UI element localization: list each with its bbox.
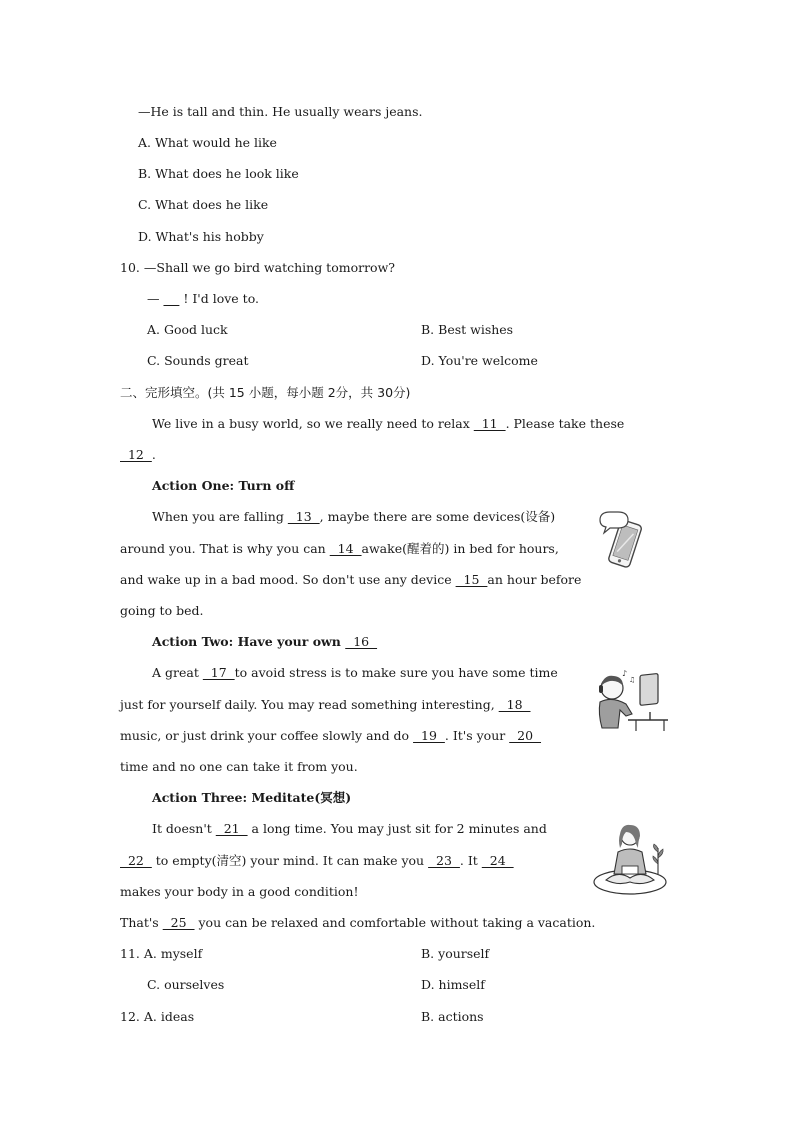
- section-heading: 二、完形填空。(共 15 小题，每小题 2分，共 30分): [120, 385, 411, 400]
- text: a long time. You may just sit for 2 minutes and: [247, 821, 547, 836]
- action-one-line2: [120, 541, 559, 557]
- blank-20: 20: [509, 728, 542, 743]
- text: . It's your: [444, 728, 510, 743]
- text: . Please take these: [505, 416, 625, 431]
- text: It doesn't: [152, 821, 216, 836]
- q9-option-b: B. What does he look like: [138, 166, 299, 181]
- q10-reply-prefix: —: [147, 291, 160, 306]
- text: just for yourself daily. You may read something interesting,: [120, 697, 499, 712]
- action-two-title: [152, 634, 377, 650]
- q9-option-c: C. What does he like: [138, 197, 269, 212]
- text: to avoid stress is to make sure you have some time: [234, 665, 558, 680]
- q9-answer-line: —He is tall and thin. He usually wears jeans.: [138, 104, 423, 119]
- phone-icon: [596, 510, 652, 572]
- text: Action Two: Have your own: [152, 634, 346, 649]
- blank-11: 11: [473, 416, 506, 431]
- text: A great: [152, 665, 203, 680]
- text: .: [151, 447, 156, 462]
- text: , maybe there are some devices(设备): [319, 509, 556, 524]
- blank-17: 17: [202, 665, 235, 680]
- computer-user-icon: [596, 668, 670, 732]
- action-two-line2: [120, 697, 531, 713]
- q10-option-a: A. Good luck: [147, 322, 228, 337]
- action-one-line1: [152, 509, 555, 525]
- action-two-line4: time and no one can take it from you.: [120, 759, 358, 774]
- passage-intro-line2: [120, 447, 156, 463]
- blank-16: 16: [345, 634, 378, 649]
- q10-reply: [147, 291, 259, 307]
- q11-option-a-row: [120, 946, 202, 962]
- q12-option-a-row: [120, 1009, 194, 1025]
- text: around you. That is why you can: [120, 541, 330, 556]
- q10-option-d: D. You're welcome: [421, 353, 538, 368]
- blank-12: 12: [120, 447, 152, 462]
- blank-23: 23: [428, 853, 460, 868]
- closing-line: [120, 915, 595, 931]
- q11-option-c: C. ourselves: [147, 977, 225, 992]
- action-three-line2: [120, 853, 514, 869]
- q10-option-b: B. Best wishes: [421, 322, 514, 337]
- q10-number: 10.: [120, 260, 140, 275]
- text: That's: [120, 915, 163, 930]
- svg-text:♫: ♫: [629, 676, 636, 684]
- text: music, or just drink your coffee slowly and do: [120, 728, 414, 743]
- meditation-icon: [592, 822, 672, 898]
- text: to empty(清空) your mind. It can make you: [151, 853, 429, 868]
- q11-option-a: A. myself: [143, 946, 203, 961]
- action-two-line1: [152, 665, 558, 681]
- action-two-line3: [120, 728, 541, 744]
- q10-question: —Shall we go bird watching tomorrow?: [143, 260, 395, 275]
- text: . It: [459, 853, 482, 868]
- q10-stem: [120, 260, 395, 276]
- action-one-line3: [120, 572, 581, 588]
- blank-21: 21: [215, 821, 248, 836]
- passage-intro-line1: [152, 416, 624, 432]
- svg-text:♪: ♪: [622, 669, 628, 678]
- blank-19: 19: [413, 728, 445, 743]
- action-one-title: Action One: Turn off: [152, 478, 295, 493]
- blank-22: 22: [120, 853, 152, 868]
- blank-15: 15: [455, 572, 488, 587]
- text: awake(醒着的) in bed for hours,: [361, 541, 559, 556]
- q10-reply-suffix: ! I'd love to.: [179, 291, 259, 306]
- action-three-line1: [152, 821, 547, 837]
- blank-14: 14: [329, 541, 362, 556]
- text: you can be relaxed and comfortable without taking a vacation.: [194, 915, 596, 930]
- action-three-line3: makes your body in a good condition!: [120, 884, 359, 899]
- q9-option-a: A. What would he like: [138, 135, 277, 150]
- blank-18: 18: [498, 697, 531, 712]
- action-one-line4: going to bed.: [120, 603, 204, 618]
- q11-option-b: B. yourself: [421, 946, 490, 961]
- q12-option-b: B. actions: [421, 1009, 484, 1024]
- blank-24: 24: [481, 853, 514, 868]
- q11-option-d: D. himself: [421, 977, 485, 992]
- text: When you are falling: [152, 509, 288, 524]
- q12-number: 12.: [120, 1009, 140, 1024]
- text: and wake up in a bad mood. So don't use any device: [120, 572, 456, 587]
- blank-13: 13: [287, 509, 320, 524]
- q10-option-c: C. Sounds great: [147, 353, 249, 368]
- text: an hour before: [487, 572, 582, 587]
- q9-option-d: D. What's his hobby: [138, 229, 264, 244]
- q12-option-a: A. ideas: [143, 1009, 195, 1024]
- text: We live in a busy world, so we really need to relax: [152, 416, 474, 431]
- action-three-title: Action Three: Meditate(冥想): [152, 790, 352, 805]
- q11-number: 11.: [120, 946, 140, 961]
- blank-25: 25: [162, 915, 195, 930]
- q10-blank: [163, 291, 179, 306]
